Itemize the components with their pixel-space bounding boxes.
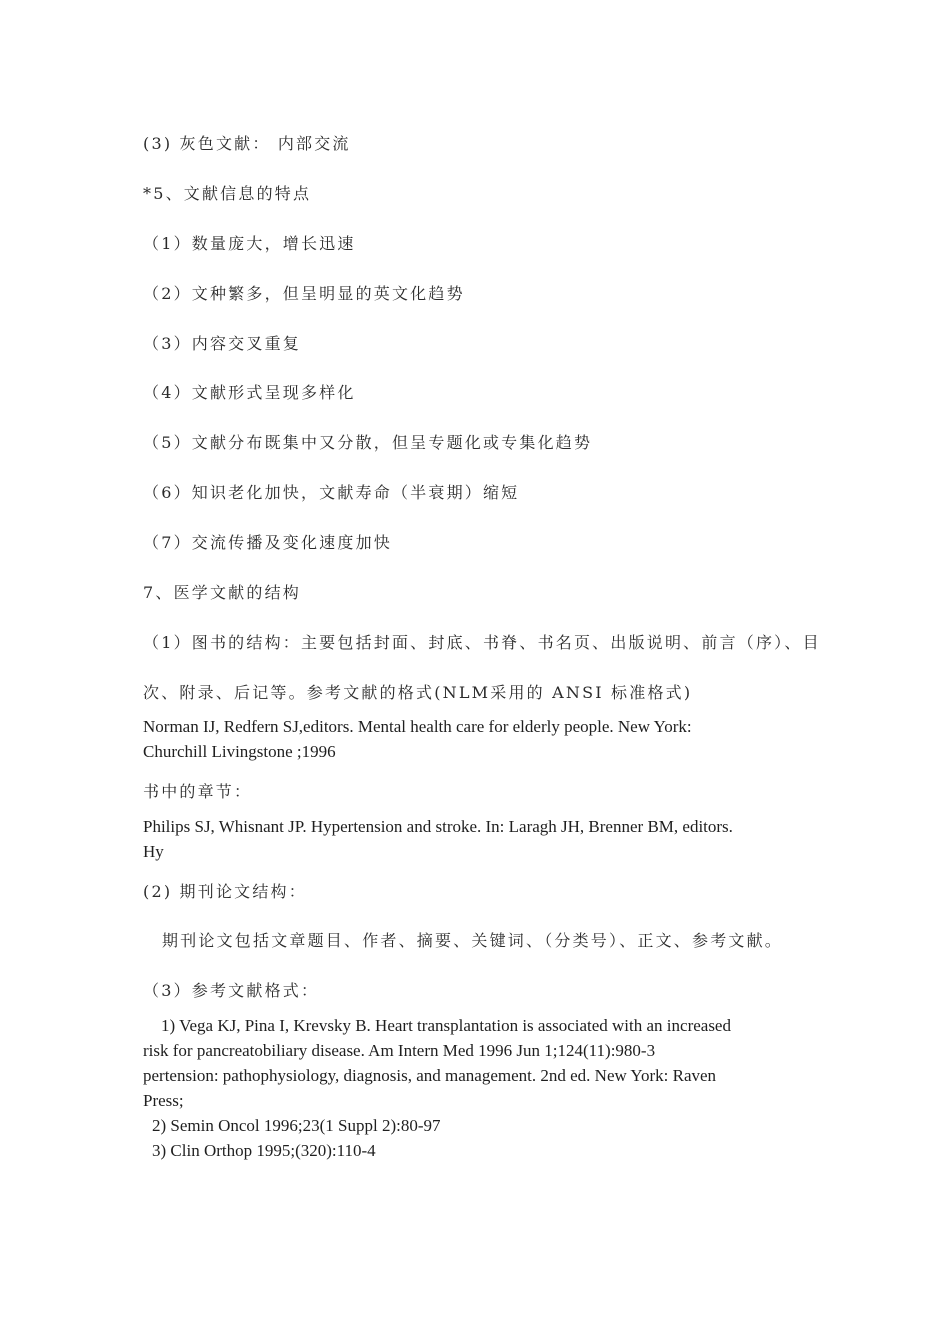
section-heading-7: 7、医学文献的结构 [143, 583, 301, 602]
feature-item-2: （2）文种繁多，但呈明显的英文化趋势 [143, 284, 465, 303]
reference-3: 3) Clin Orthop 1995;(320):110-4 [152, 1141, 376, 1160]
reference-1-line-3: pertension: pathophysiology, diagnosis, and management. 2nd ed. New York: Raven [143, 1066, 717, 1085]
feature-item-3: （3）内容交叉重复 [143, 334, 301, 353]
book-structure-line-2: 次、附录、后记等。参考文献的格式(NLM采用的 ANSI 标准格式) [143, 683, 693, 702]
journal-structure-text: 期刊论文包括文章题目、作者、摘要、关键词、（分类号）、正文、参考文献。 [162, 931, 784, 950]
reference-1-line-1: 1) Vega KJ, Pina I, Krevsky B. Heart transplantation is associated with an increased [161, 1016, 731, 1035]
book-reference-line-2: Churchill Livingstone ;1996 [143, 742, 336, 761]
feature-item-1: （1）数量庞大，增长迅速 [143, 234, 356, 253]
reference-1-line-2: risk for pancreatobiliary disease. Am Intern Med 1996 Jun 1;124(11):980-3 [143, 1041, 656, 1060]
journal-structure-heading: (2) 期刊论文结构： [143, 882, 307, 901]
section-heading-5: *5、文献信息的特点 [143, 184, 312, 203]
feature-item-6: （6）知识老化加快，文献寿命（半衰期）缩短 [143, 483, 520, 502]
chapter-reference-line-1: Philips SJ, Whisnant JP. Hypertension and stroke. In: Laragh JH, Brenner BM, editors. [143, 817, 733, 836]
feature-item-5: （5）文献分布既集中又分散，但呈专题化或专集化趋势 [143, 433, 593, 452]
reference-2: 2) Semin Oncol 1996;23(1 Suppl 2):80-97 [152, 1116, 441, 1135]
grey-literature-line: (3) 灰色文献： 内部交流 [143, 134, 351, 153]
chapter-heading: 书中的章节： [143, 782, 253, 801]
chapter-reference-line-2: Hy [143, 842, 164, 861]
book-structure-line-1: （1）图书的结构：主要包括封面、封底、书脊、书名页、出版说明、前言（序）、目 [143, 633, 821, 652]
reference-format-heading: （3）参考文献格式： [143, 981, 320, 1000]
feature-item-7: （7）交流传播及变化速度加快 [143, 533, 392, 552]
reference-1-line-4: Press; [143, 1091, 184, 1110]
feature-item-4: （4）文献形式呈现多样化 [143, 383, 356, 402]
book-reference-line-1: Norman IJ, Redfern SJ,editors. Mental health care for elderly people. New York: [143, 717, 692, 736]
